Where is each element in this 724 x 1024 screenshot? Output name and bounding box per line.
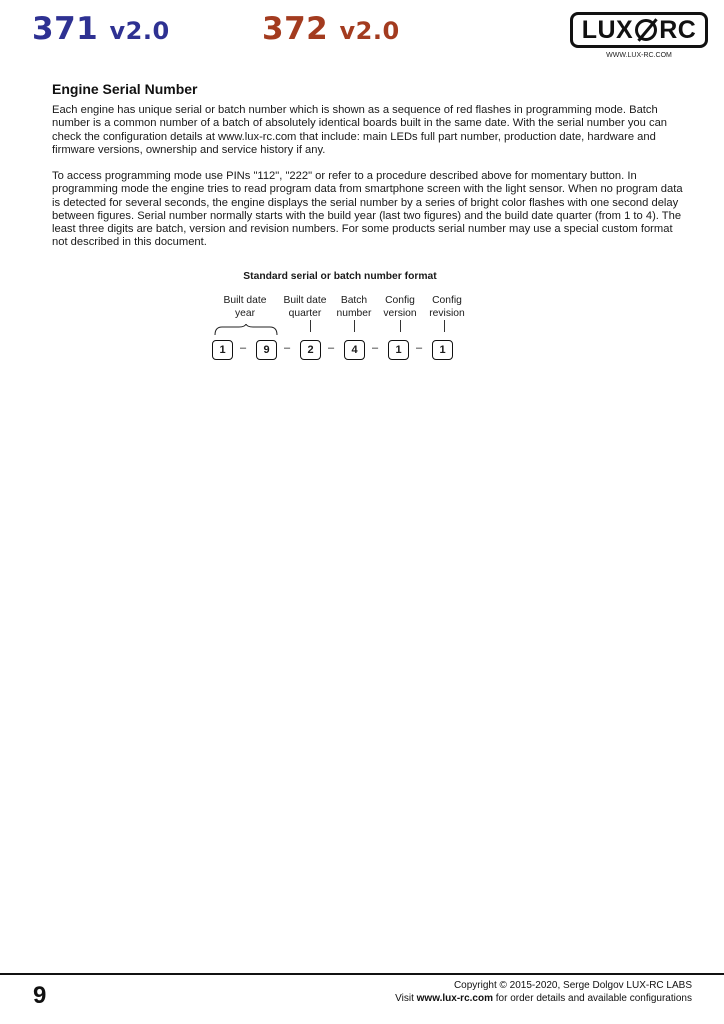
tick-quarter bbox=[310, 320, 311, 332]
logo-ring-icon bbox=[635, 19, 657, 41]
digit-box: 1 bbox=[432, 340, 453, 360]
visit-prefix: Visit bbox=[395, 993, 417, 1004]
visit-line bbox=[395, 992, 692, 1005]
tick-batch bbox=[354, 320, 355, 332]
digit-separator: – bbox=[327, 342, 335, 354]
diagram-caption: Standard serial or batch number format bbox=[243, 271, 437, 282]
label-build-year: Built date year bbox=[223, 295, 267, 319]
model-number: 371 bbox=[32, 11, 110, 47]
label-config-revision: Config revision bbox=[429, 295, 465, 319]
digit-box: 4 bbox=[344, 340, 365, 360]
paragraph: To access programming mode use PINs "112", "222" or refer to a procedure described above for momentary button. In programming mode the engine tries to read program data from smartphone screen with the light sensor. When no program data is detected for several seconds, the engine displays the serial number by a series of bright color flashes with one second delay between figures. Serial number normally starts with the build year (last two figures) and the build date quarter (from 1 to 4). The least three digits are batch, version and revision numbers. For some products serial number may use a special custom format not described in this document. bbox=[52, 170, 683, 249]
website-link[interactable]: www.lux-rc.com bbox=[416, 993, 493, 1004]
digit-box: 2 bbox=[300, 340, 321, 360]
year-brace bbox=[214, 324, 278, 336]
model-version: v2.0 bbox=[339, 17, 400, 45]
digit-separator: – bbox=[415, 342, 423, 354]
visit-suffix: for order details and available configurations bbox=[492, 993, 692, 1004]
footer-rule bbox=[0, 973, 724, 975]
lux-rc-logo bbox=[570, 12, 708, 48]
digit-separator: – bbox=[239, 342, 247, 354]
label-batch-number: Batch number bbox=[336, 295, 372, 319]
label-config-version: Config version bbox=[383, 295, 417, 319]
digit-box: 1 bbox=[388, 340, 409, 360]
page-number: 9 bbox=[33, 982, 47, 1009]
paragraph: Each engine has unique serial or batch number which is shown as a sequence of red flashes in programming mode. Batch number is a common number of a batch of absolutely identical boards built in the same date. With the serial number you can check the configuration details at www.lux-rc.com that include: main LEDs full part number, production date, hardware and firmware versions, ownership and service history if any. bbox=[52, 104, 668, 156]
model-version: v2.0 bbox=[109, 17, 170, 45]
digit-box: 9 bbox=[256, 340, 277, 360]
model-title-372 bbox=[262, 11, 400, 47]
logo-text-right: RC bbox=[659, 15, 697, 44]
copyright-text: Copyright © 2015-2020, Serge Dolgov LUX-RC LABS bbox=[453, 980, 692, 991]
footer-text bbox=[395, 979, 692, 1005]
logo-text-left: LUX bbox=[581, 15, 634, 44]
tick-config-version bbox=[400, 320, 401, 332]
digit-separator: – bbox=[371, 342, 379, 354]
label-build-quarter: Built date quarter bbox=[283, 295, 327, 319]
tick-config-revision bbox=[444, 320, 445, 332]
digit-box: 1 bbox=[212, 340, 233, 360]
logo-url: WWW.LUX-RC.COM bbox=[606, 52, 672, 59]
digit-separator: – bbox=[283, 342, 291, 354]
model-number: 372 bbox=[262, 11, 340, 47]
model-title-371 bbox=[32, 11, 170, 47]
section-title: Engine Serial Number bbox=[52, 81, 198, 97]
